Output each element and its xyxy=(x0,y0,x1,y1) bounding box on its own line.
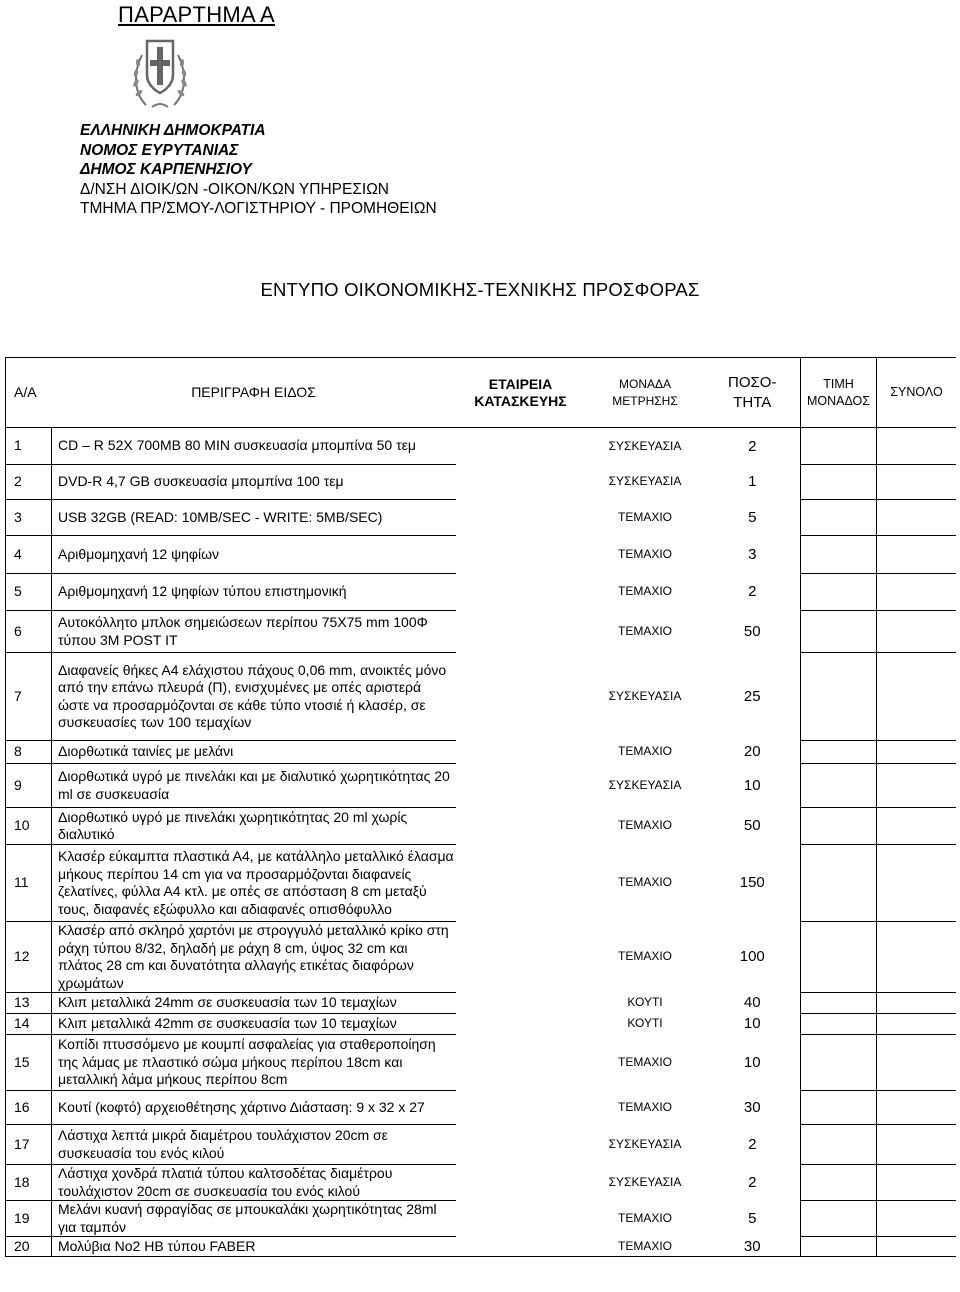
authority-line: ΤΜΗΜΑ ΠΡ/ΣΜΟΥ-ΛΟΓΙΣΤΗΡΙΟΥ - ΠΡΟΜΗΘΕΙΩΝ xyxy=(80,200,437,218)
table-row xyxy=(6,993,957,1014)
authority-line: ΔΗΜΟΣ ΚΑΡΠΕΝΗΣΙΟΥ xyxy=(80,161,252,179)
row-quantity: 2 xyxy=(748,437,757,455)
row-description: Κλιπ μεταλλικά 24mm σε συσκευασία των 10 τεμαχίων xyxy=(52,993,456,1014)
row-total xyxy=(877,428,957,465)
row-manufacturer xyxy=(456,1237,586,1257)
row-total xyxy=(877,808,957,845)
row-quantity: 50 xyxy=(743,817,761,835)
header-unit: ΜΟΝΑΔΑ ΜΕΤΡΗΣΗΣ xyxy=(586,358,705,428)
row-manufacturer xyxy=(456,1125,586,1165)
row-description: Αριθμομηχανή 12 ψηφίων xyxy=(52,536,456,574)
header-total: ΣΥΝΟΛΟ xyxy=(877,358,957,428)
row-manufacturer xyxy=(456,1014,586,1035)
row-total xyxy=(877,1014,957,1035)
row-manufacturer xyxy=(456,536,586,574)
row-unit: ΣΥΣΚΕΥΑΣΙΑ xyxy=(608,688,682,703)
row-manufacturer xyxy=(456,500,586,536)
row-total xyxy=(877,922,957,993)
header-description: ΠΕΡΙΓΡΑΦΗ ΕΙΔΟΣ xyxy=(52,358,456,428)
row-manufacturer xyxy=(456,741,586,764)
header-manufacturer: ΕΤΑΙΡΕΙΑ ΚΑΤΑΣΚΕΥΗΣ xyxy=(456,358,586,428)
row-unit-price xyxy=(801,922,877,993)
header-quantity: ΠΟΣΟ- ΤΗΤΑ xyxy=(705,358,801,428)
row-unit: ΤΕΜΑΧΙΟ xyxy=(617,949,672,964)
row-unit-price xyxy=(801,741,877,764)
row-unit-price xyxy=(801,574,877,611)
table-row xyxy=(6,1237,957,1257)
row-unit: ΤΕΜΑΧΙΟ xyxy=(617,623,672,638)
row-quantity: 2 xyxy=(748,583,757,601)
row-description: Λάστιχα λεπτά μικρά διαμέτρου τουλάχιστον 20cm σε συσκευασία του ενός κιλού xyxy=(52,1125,456,1165)
row-unit: ΤΕΜΑΧΙΟ xyxy=(617,744,672,759)
row-unit: ΤΕΜΑΧΙΟ xyxy=(617,509,672,524)
offer-table-wrapper xyxy=(5,357,956,1287)
row-number: 19 xyxy=(6,1201,52,1237)
authority-line: ΝΟΜΟΣ ΕΥΡΥΤΑΝΙΑΣ xyxy=(80,141,239,159)
row-description: Αριθμομηχανή 12 ψηφίων τύπου επιστημονική xyxy=(52,574,456,611)
row-quantity: 2 xyxy=(748,1135,757,1153)
row-total xyxy=(877,845,957,922)
row-manufacturer xyxy=(456,1165,586,1201)
row-unit: ΤΕΜΑΧΙΟ xyxy=(617,875,672,890)
row-description: Διαφανείς θήκες Α4 ελάχιστου πάχους 0,06 mm, ανοικτές μόνο από την επάνω πλευρά (Π), ενισχυμένες με οπές αριστερά ώστε να προσαρμόζονται σε κάθε τύπο ντοσιέ ή κλασέρ, σε συσκευασίες των 100 τεμαχίων xyxy=(52,653,456,741)
row-manufacturer xyxy=(456,993,586,1014)
table-row xyxy=(6,845,957,922)
row-description: Κλιπ μεταλλικά 42mm σε συσκευασία των 10 τεμαχίων xyxy=(52,1014,456,1035)
row-unit-price xyxy=(801,611,877,653)
row-quantity: 2 xyxy=(748,1173,757,1191)
row-number: 2 xyxy=(6,465,52,500)
table-row xyxy=(6,1091,957,1125)
row-quantity: 40 xyxy=(743,994,761,1012)
row-total xyxy=(877,574,957,611)
row-description: Κλασέρ από σκληρό χαρτόνι με στρογγυλό μεταλλικό κρίκο στη ράχη τύπου 8/32, δηλαδή με ράχη 8 cm, ύψος 32 cm και πλάτος 28 cm και δυνατότητα αλλαγής ετικέτας διαφόρων χρωμάτων xyxy=(52,922,456,993)
row-number: 1 xyxy=(6,428,52,465)
row-total xyxy=(877,1201,957,1237)
row-unit: ΣΥΣΚΕΥΑΣΙΑ xyxy=(608,1174,682,1189)
row-number: 8 xyxy=(6,741,52,764)
row-manufacturer xyxy=(456,465,586,500)
row-unit: ΤΕΜΑΧΙΟ xyxy=(617,584,672,599)
row-total xyxy=(877,1091,957,1125)
row-manufacturer xyxy=(456,922,586,993)
row-description: Διορθωτικά ταινίες με μελάνι xyxy=(52,741,456,764)
row-unit-price xyxy=(801,1091,877,1125)
authority-line: Δ/ΝΣΗ ΔΙΟΙΚ/ΩΝ -ΟΙΚΟΝ/ΚΩΝ ΥΠΗΡΕΣΙΩΝ xyxy=(80,180,389,198)
table-row xyxy=(6,574,957,611)
row-unit: ΣΥΣΚΕΥΑΣΙΑ xyxy=(608,1136,682,1151)
row-manufacturer xyxy=(456,764,586,808)
table-row xyxy=(6,428,957,465)
annex-title: ΠΑΡΑΡΤΗΜΑ Α xyxy=(118,2,275,27)
row-unit: ΚΟΥΤΙ xyxy=(627,995,663,1010)
row-number: 15 xyxy=(6,1035,52,1091)
row-total xyxy=(877,500,957,536)
table-row xyxy=(6,764,957,808)
row-unit: ΣΥΣΚΕΥΑΣΙΑ xyxy=(608,438,682,453)
row-manufacturer xyxy=(456,653,586,741)
row-unit-price xyxy=(801,993,877,1014)
table-row xyxy=(6,1014,957,1035)
row-unit-price xyxy=(801,500,877,536)
row-quantity: 1 xyxy=(748,473,757,491)
row-unit-price xyxy=(801,1165,877,1201)
row-description: Διορθωτικά υγρό με πινελάκι και με διαλυτικό χωρητικότητας 20 ml σε συσκευασία xyxy=(52,764,456,808)
row-description: Κλασέρ εύκαμπτα πλαστικά Α4, με κατάλληλο μεταλλικό έλασμα μήκους περίπου 14 cm για να προσαρμόζονται διαφανείς ζελατίνες, φύλλα Α4 κτλ. με οπές σε απόσταση 8 cm μεταξύ τους, διαφανές εξώφυλλο και αδιαφανές οπισθόφυλλο xyxy=(52,845,456,922)
table-row xyxy=(6,611,957,653)
row-description: Διορθωτικό υγρό με πινελάκι χωρητικότητας 20 ml χωρίς διαλυτικό xyxy=(52,808,456,845)
row-total xyxy=(877,536,957,574)
row-total xyxy=(877,1125,957,1165)
row-total xyxy=(877,993,957,1014)
table-row xyxy=(6,536,957,574)
row-quantity: 10 xyxy=(743,776,761,794)
row-unit-price xyxy=(801,428,877,465)
row-unit-price xyxy=(801,465,877,500)
row-unit: ΤΕΜΑΧΙΟ xyxy=(617,818,672,833)
table-row xyxy=(6,1201,957,1237)
row-manufacturer xyxy=(456,808,586,845)
row-quantity: 5 xyxy=(748,508,757,526)
form-title: ΕΝΤΥΠΟ ΟΙΚΟΝΟΜΙΚΗΣ-ΤΕΧΝΙΚΗΣ ΠΡΟΣΦΟΡΑΣ xyxy=(260,279,700,300)
row-number: 13 xyxy=(6,993,52,1014)
row-unit-price xyxy=(801,808,877,845)
row-number: 7 xyxy=(6,653,52,741)
row-number: 14 xyxy=(6,1014,52,1035)
row-manufacturer xyxy=(456,428,586,465)
row-unit: ΤΕΜΑΧΙΟ xyxy=(617,1210,672,1225)
row-total xyxy=(877,1035,957,1091)
row-number: 3 xyxy=(6,500,52,536)
table-row xyxy=(6,1125,957,1165)
row-number: 17 xyxy=(6,1125,52,1165)
row-total xyxy=(877,741,957,764)
table-row xyxy=(6,808,957,845)
row-number: 6 xyxy=(6,611,52,653)
row-unit: ΚΟΥΤΙ xyxy=(627,1016,663,1031)
row-manufacturer xyxy=(456,1201,586,1237)
issuing-authority xyxy=(80,121,437,219)
row-quantity: 30 xyxy=(705,1237,801,1257)
row-total xyxy=(877,1165,957,1201)
row-quantity: 150 xyxy=(739,874,765,892)
table-row xyxy=(6,653,957,741)
row-unit-price xyxy=(801,764,877,808)
table-header-row xyxy=(6,358,957,428)
table-row xyxy=(6,1165,957,1201)
row-number: 9 xyxy=(6,764,52,808)
table-row xyxy=(6,922,957,993)
row-number: 12 xyxy=(6,922,52,993)
row-total xyxy=(877,1237,957,1257)
row-quantity: 20 xyxy=(743,743,761,761)
row-number: 18 xyxy=(6,1165,52,1201)
row-number: 10 xyxy=(6,808,52,845)
row-unit-price xyxy=(801,1125,877,1165)
row-total xyxy=(877,465,957,500)
row-total xyxy=(877,653,957,741)
row-description: Μολύβια Νο2 HB τύπου FABER xyxy=(52,1237,456,1257)
row-number: 4 xyxy=(6,536,52,574)
row-unit: ΣΥΣΚΕΥΑΣΙΑ xyxy=(608,474,682,489)
row-quantity: 5 xyxy=(748,1209,757,1227)
row-quantity: 100 xyxy=(739,948,765,966)
authority-line: ΕΛΛΗΝΙΚΗ ΔΗΜΟΚΡΑΤΙΑ xyxy=(80,122,266,139)
row-unit: ΤΕΜΑΧΙΟ xyxy=(586,1237,705,1257)
table-row xyxy=(6,500,957,536)
row-description: Κουτί (κοφτό) αρχειοθέτησης χάρτινο Διάσταση: 9 x 32 x 27 xyxy=(52,1091,456,1125)
row-description: DVD-R 4,7 GB συσκευασία μπομπίνα 100 τεμ xyxy=(52,465,456,500)
row-unit-price xyxy=(801,845,877,922)
row-manufacturer xyxy=(456,574,586,611)
header-num: Α/Α xyxy=(6,358,52,428)
row-description: Μελάνι κυανή σφραγίδας σε μπουκαλάκι χωρητικότητας 28ml για ταμπόν xyxy=(52,1201,456,1237)
header-unit-price: ΤΙΜΗ ΜΟΝΑΔΟΣ xyxy=(801,358,877,428)
row-quantity: 30 xyxy=(743,1098,761,1116)
row-manufacturer xyxy=(456,1091,586,1125)
row-number: 20 xyxy=(6,1237,52,1257)
table-row xyxy=(6,1035,957,1091)
row-description: Αυτοκόλλητο μπλοκ σημειώσεων περίπου 75Χ75 mm 100Φ τύπου 3M POST IT xyxy=(52,611,456,653)
row-unit: ΣΥΣΚΕΥΑΣΙΑ xyxy=(608,777,682,792)
row-description: CD – R 52X 700MB 80 MIN συσκευασία μπομπίνα 50 τεμ xyxy=(52,428,456,465)
row-unit-price xyxy=(801,1014,877,1035)
row-unit: ΤΕΜΑΧΙΟ xyxy=(617,1099,672,1114)
row-quantity: 50 xyxy=(743,622,761,640)
offer-table xyxy=(5,357,956,1257)
row-manufacturer xyxy=(456,611,586,653)
row-unit-price xyxy=(801,1035,877,1091)
row-description: Λάστιχα χονδρά πλατιά τύπου καλτσοδέτας διαμέτρου τουλάχιστον 20cm σε συσκευασία του ενός κιλού xyxy=(52,1165,456,1201)
row-quantity: 3 xyxy=(748,545,757,563)
row-description: Κοπίδι πτυσσόμενο με κουμπί ασφαλείας για σταθεροποίηση της λάμας με πλαστικό σώμα μήκους περίπου 18cm και μεταλλική λάμα μήκους περίπου 8cm xyxy=(52,1035,456,1091)
row-unit: ΤΕΜΑΧΙΟ xyxy=(617,1054,672,1069)
row-total xyxy=(877,764,957,808)
row-quantity: 10 xyxy=(743,1053,761,1071)
row-number: 5 xyxy=(6,574,52,611)
table-row xyxy=(6,465,957,500)
row-unit-price xyxy=(801,653,877,741)
row-total xyxy=(877,611,957,653)
greek-coat-of-arms-emblem xyxy=(130,35,190,113)
row-unit-price xyxy=(801,1201,877,1237)
row-number: 11 xyxy=(6,845,52,922)
row-manufacturer xyxy=(456,845,586,922)
table-row xyxy=(6,741,957,764)
row-quantity: 10 xyxy=(743,1015,761,1033)
row-manufacturer xyxy=(456,1035,586,1091)
row-number: 16 xyxy=(6,1091,52,1125)
row-description: USB 32GB (READ: 10MB/SEC - WRITE: 5MB/SEC) xyxy=(52,500,456,536)
row-unit: ΤΕΜΑΧΙΟ xyxy=(617,546,672,561)
row-unit-price xyxy=(801,1237,877,1257)
row-quantity: 25 xyxy=(743,687,761,705)
row-unit-price xyxy=(801,536,877,574)
